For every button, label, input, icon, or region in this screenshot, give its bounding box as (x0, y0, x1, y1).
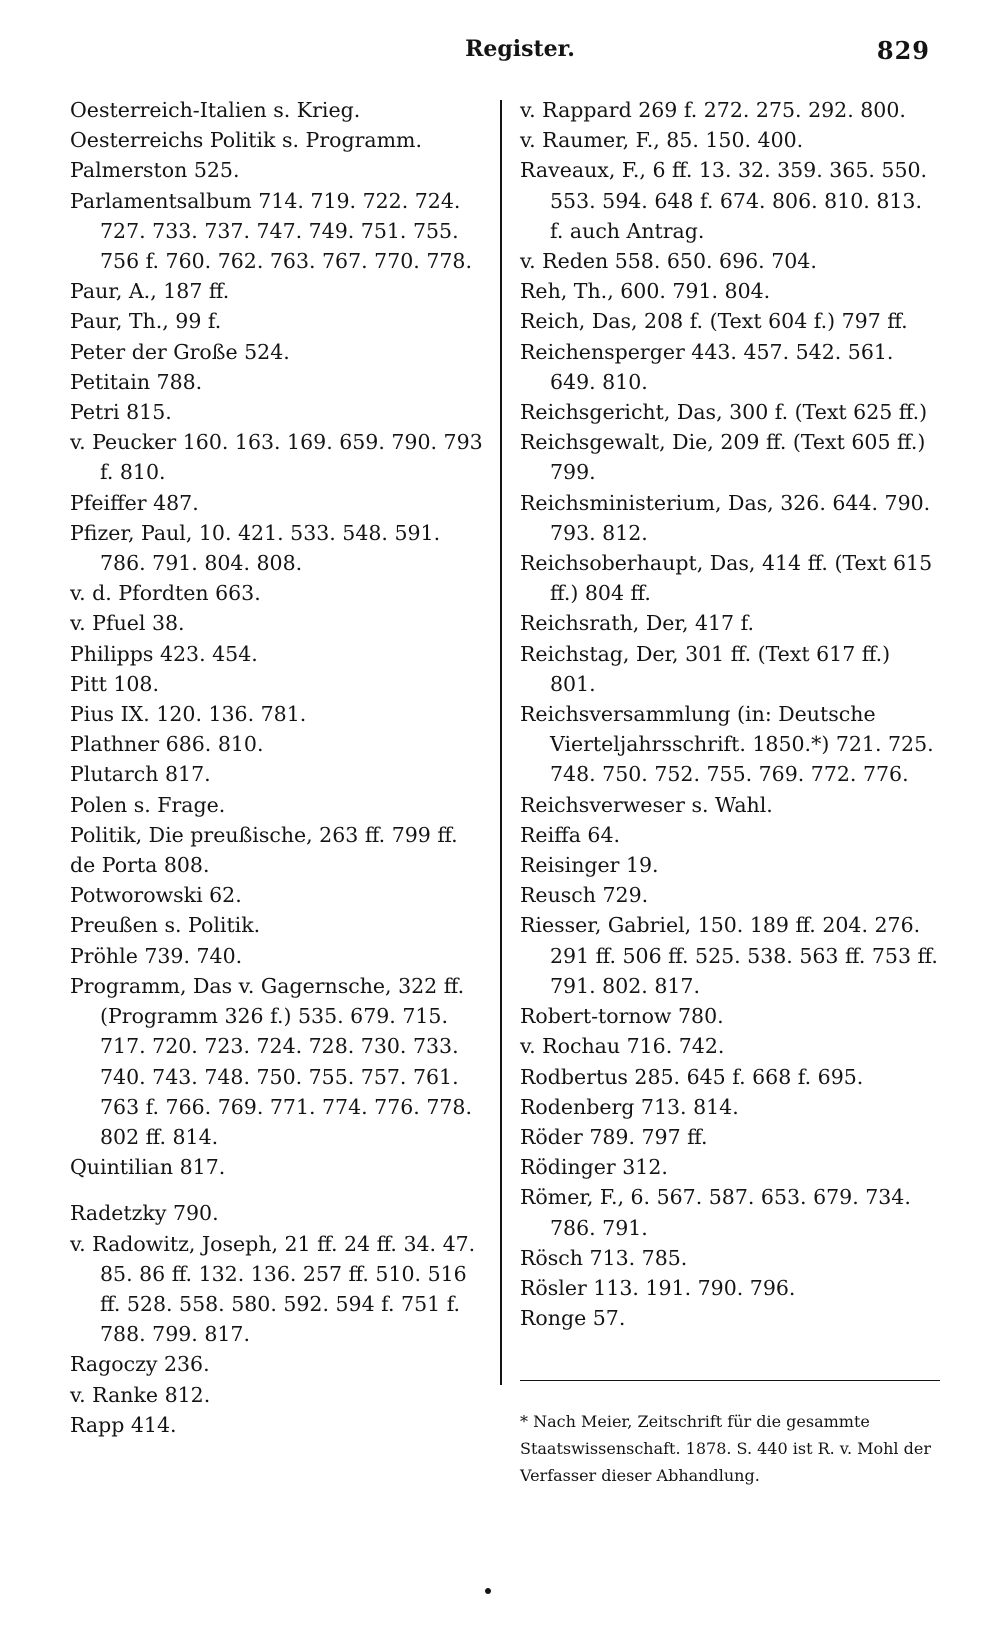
index-entry: Pröhle 739. 740. (70, 943, 243, 968)
index-entry: Ronge 57. (520, 1306, 626, 1331)
index-entry: Rödinger 312. (520, 1155, 668, 1180)
index-entry: Polen s. Frage. (70, 792, 226, 817)
index-entry: Potworowski 62. (70, 883, 242, 908)
footnote: * Nach Meier, Zeitschrift für die gesammte Staatswissenschaft. 1878. S. 440 ist R. v. Mohl der Verfasser dieser Abhandlung. (520, 1412, 931, 1485)
index-entry: Reichstag, Der, 301 ff. (Text 617 ff.) 801. (520, 641, 891, 696)
index-entry: v. Peucker 160. 163. 169. 659. 790. 793 f. 810. (70, 430, 483, 485)
index-entry: Oesterreichs Politik s. Programm. (70, 128, 423, 153)
index-entry: Pius IX. 120. 136. 781. (70, 702, 307, 727)
index-entry: Preußen s. Politik. (70, 913, 261, 938)
index-entry: Pitt 108. (70, 671, 159, 696)
index-entry: Rodenberg 713. 814. (520, 1094, 739, 1119)
page-header (0, 36, 1000, 76)
index-entry: Rodbertus 285. 645 f. 668 f. 695. (520, 1064, 864, 1089)
index-entry: Reusch 729. (520, 883, 649, 908)
page-title: Register. (465, 36, 575, 62)
index-entry: Rösch 713. 785. (520, 1245, 688, 1270)
index-entry: v. Ranke 812. (70, 1382, 211, 1407)
index-entry: Reichsministerium, Das, 326. 644. 790. 793. 812. (520, 490, 931, 545)
index-entry: Philipps 423. 454. (70, 641, 258, 666)
index-entry: v. Radowitz, Joseph, 21 ff. 24 ff. 34. 47. 85. 86 ff. 132. 136. 257 ff. 510. 516 ff. 528. 558. 580. 592. 594 f. 751 f. 788. 799. 817. (70, 1231, 476, 1347)
index-entry: v. Reden 558. 650. 696. 704. (520, 249, 817, 274)
footnote-rule (520, 1380, 940, 1381)
index-entry: Reiffa 64. (520, 822, 621, 847)
index-entry: Oesterreich-Italien s. Krieg. (70, 98, 361, 122)
index-entry: Reichensperger 443. 457. 542. 561. 649. 810. (520, 339, 894, 394)
index-entry: v. Rochau 716. 742. (520, 1034, 725, 1059)
index-entry: Reich, Das, 208 f. (Text 604 f.) 797 ff. (520, 309, 908, 334)
letter-gap (70, 1182, 490, 1198)
index-entry: Raveaux, F., 6 ff. 13. 32. 359. 365. 550. 553. 594. 648 f. 674. 806. 810. 813. f. auch Antrag. (520, 158, 928, 243)
index-entry: Radetzky 790. (70, 1201, 219, 1226)
column-divider (500, 100, 502, 1385)
index-entry: v. Raumer, F., 85. 150. 400. (520, 128, 804, 153)
index-entry: Pfeiffer 487. (70, 490, 199, 515)
index-entry: Reichsrath, Der, 417 f. (520, 611, 754, 636)
index-entry: Pfizer, Paul, 10. 421. 533. 548. 591. 786. 791. 804. 808. (70, 520, 441, 576)
index-entry: Plathner 686. 810. (70, 732, 264, 757)
index-entry: Reisinger 19. (520, 853, 659, 878)
index-entry: Petri 815. (70, 400, 172, 425)
index-entry: Römer, F., 6. 567. 587. 653. 679. 734. 786. 791. (520, 1185, 911, 1240)
index-entry: Reh, Th., 600. 791. 804. (520, 279, 771, 304)
index-entry: Reichsverweser s. Wahl. (520, 792, 773, 817)
index-entry: Röder 789. 797 ff. (520, 1124, 708, 1149)
index-entry: Rösler 113. 191. 790. 796. (520, 1275, 796, 1300)
left-column (70, 95, 490, 1440)
index-entry: Programm, Das v. Gagernsche, 322 ff. (Programm 326 f.) 535. 679. 715. 717. 720. 723. 724. 728. 730. 733. 740. 743. 748. 750. 755. 757. 761. 763 f. 766. 769. 771. 774. 776. 778. 802 ff. 814. (70, 973, 472, 1149)
index-entry: Plutarch 817. (70, 762, 211, 787)
index-entry: Politik, Die preußische, 263 ff. 799 ff. (70, 822, 458, 847)
index-entry: Reichsversammlung (in: Deutsche Vierteljahrsschrift. 1850.*) 721. 725. 748. 750. 752. 755. 769. 772. 776. (520, 702, 934, 787)
index-entry: Reichsoberhaupt, Das, 414 ff. (Text 615 ff.) 804 ff. (520, 551, 933, 606)
index-entry: Petitain 788. (70, 369, 203, 394)
index-entry: Peter der Große 524. (70, 339, 290, 364)
index-entry: de Porta 808. (70, 853, 210, 878)
page-number: 829 (876, 36, 930, 65)
index-entry: Robert-tornow 780. (520, 1004, 724, 1029)
index-entry: Paur, A., 187 ff. (70, 279, 230, 304)
index-entry: v. d. Pfordten 663. (70, 581, 261, 606)
index-entry: Reichsgericht, Das, 300 f. (Text 625 ff.) (520, 400, 928, 425)
print-mark (485, 1588, 491, 1594)
index-entry: Parlamentsalbum 714. 719. 722. 724. 727. 733. 737. 747. 749. 751. 755. 756 f. 760. 762. 763. 767. 770. 778. (70, 188, 472, 274)
index-entry: Ragoczy 236. (70, 1352, 210, 1377)
right-column (520, 95, 940, 1333)
index-entry: Rapp 414. (70, 1412, 177, 1437)
index-entry: Riesser, Gabriel, 150. 189 ff. 204. 276. 291 ff. 506 ff. 525. 538. 563 ff. 753 ff. 791. 802. 817. (520, 913, 938, 998)
index-entry: v. Pfuel 38. (70, 611, 185, 636)
index-entry: Palmerston 525. (70, 158, 240, 183)
index-entry: Paur, Th., 99 f. (70, 309, 222, 334)
index-entry: Reichsgewalt, Die, 209 ff. (Text 605 ff.) 799. (520, 430, 926, 485)
index-entry: v. Rappard 269 f. 272. 275. 292. 800. (520, 98, 906, 122)
index-entry: Quintilian 817. (70, 1155, 226, 1180)
